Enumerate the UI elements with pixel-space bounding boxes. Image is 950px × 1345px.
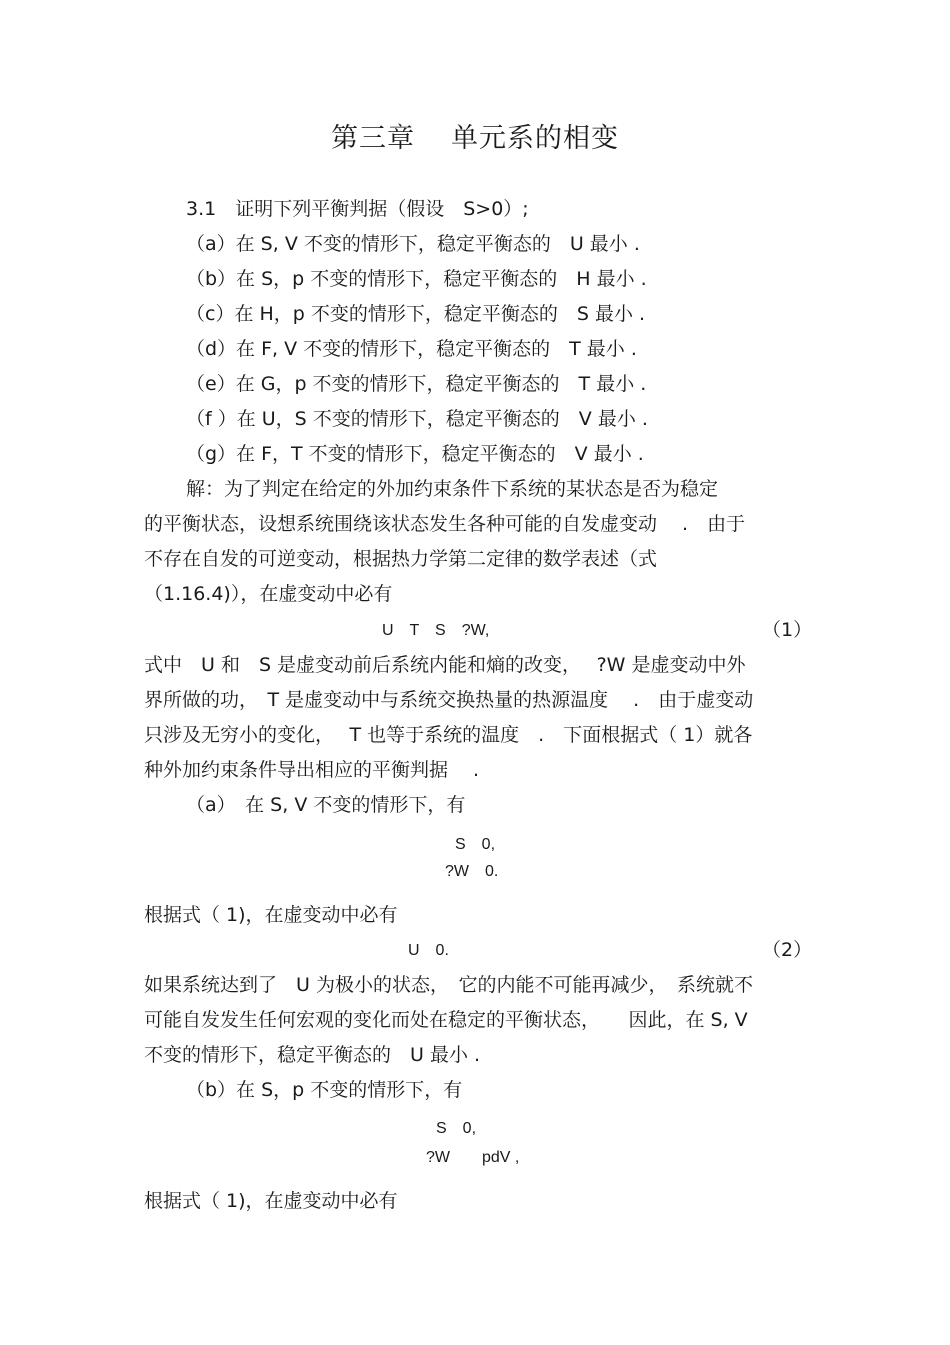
equation-number-2: （2） xyxy=(762,939,813,961)
explanation-line: 式中 U 和 S 是虚变动前后系统内能和熵的改变， ?W 是虚变动中外 xyxy=(144,654,746,676)
criterion-g: （g）在 F，T 不变的情形下，稳定平衡态的 V 最小 . xyxy=(186,443,644,465)
criterion-b: （b）在 S，p 不变的情形下，稳定平衡态的 H 最小 . xyxy=(186,268,647,290)
case-a-heading: （a） 在 S, V 不变的情形下，有 xyxy=(186,794,466,816)
solution-line: 不存在自发的可逆变动，根据热力学第二定律的数学表述（式 xyxy=(144,548,658,570)
case-b-text: 根据式（ 1)，在虚变动中必有 xyxy=(144,1190,398,1212)
solution-line: （1.16.4)），在虚变动中必有 xyxy=(144,583,393,605)
conclusion-line: 可能自发发生任何宏观的变化而处在稳定的平衡状态， 因此，在 S, V xyxy=(144,1009,748,1031)
case-b-heading: （b）在 S，p 不变的情形下，有 xyxy=(186,1079,463,1101)
solution-line: 解：为了判定在给定的外加约束条件下系统的某状态是否为稳定 xyxy=(186,478,719,500)
explanation-line: 只涉及无穷小的变化， T 也等于系统的温度 . 下面根据式（ 1）就各 xyxy=(144,724,753,746)
problem-statement: 3.1 证明下列平衡判据（假设 S>0）; xyxy=(186,198,529,220)
chapter-name: 单元系的相变 xyxy=(451,123,619,154)
equation-2: U 0. xyxy=(408,942,449,959)
case-b-condition-2: ?W pdV , xyxy=(426,1149,520,1166)
criterion-a: （a）在 S, V 不变的情形下，稳定平衡态的 U 最小 . xyxy=(186,233,640,255)
chapter-number: 第三章 xyxy=(331,123,415,154)
criterion-d: （d）在 F, V 不变的情形下，稳定平衡态的 T 最小 . xyxy=(186,338,637,360)
solution-line: 的平衡状态，设想系统围绕该状态发生各种可能的自发虚变动 . 由于 xyxy=(144,513,746,535)
case-a-text: 根据式（ 1)，在虚变动中必有 xyxy=(144,904,398,926)
criterion-e: （e）在 G，p 不变的情形下，稳定平衡态的 T 最小 . xyxy=(186,373,647,395)
case-b-condition-1: S 0, xyxy=(436,1120,477,1137)
equation-1: U T S ?W, xyxy=(382,622,490,639)
explanation-line: 种外加约束条件导出相应的平衡判据 . xyxy=(144,759,480,781)
conclusion-line: 不变的情形下，稳定平衡态的 U 最小 . xyxy=(144,1044,481,1066)
explanation-line: 界所做的功， T 是虚变动中与系统交换热量的热源温度 . 由于虚变动 xyxy=(144,689,754,711)
criterion-c: （c）在 H，p 不变的情形下，稳定平衡态的 S 最小 . xyxy=(186,303,646,325)
equation-number-1: （1） xyxy=(762,619,813,641)
conclusion-line: 如果系统达到了 U 为极小的状态， 它的内能不可能再减少， 系统就不 xyxy=(144,974,753,996)
chapter-title xyxy=(0,116,950,155)
case-a-condition-1: S 0, xyxy=(455,836,496,853)
criterion-f: （f ）在 U，S 不变的情形下，稳定平衡态的 V 最小 . xyxy=(186,408,648,430)
case-a-condition-2: ?W 0. xyxy=(445,863,499,880)
